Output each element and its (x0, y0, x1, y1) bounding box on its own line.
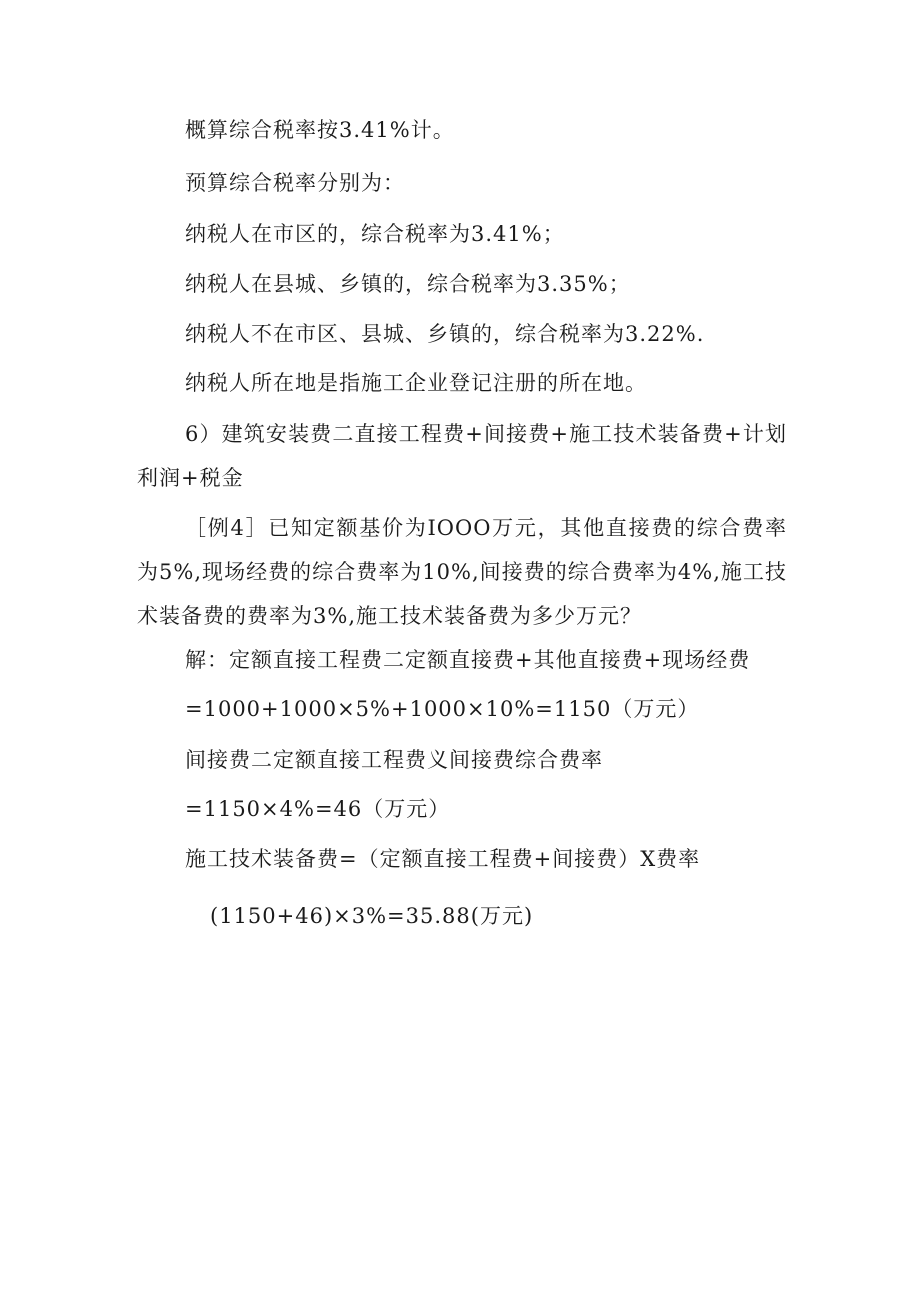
text-line: 纳税人在市区的，综合税率为3.41%； (185, 222, 565, 246)
text-line: 纳税人所在地是指施工企业登记注册的所在地。 (185, 371, 647, 395)
solution-line: (1150+46)×3%=35.88(万元) (210, 904, 534, 928)
solution-line: 施工技术装备费=（定额直接工程费+间接费）X费率 (185, 847, 701, 871)
solution-line: 解：定额直接工程费二定额直接费+其他直接费+现场经费 (185, 648, 751, 672)
text-line: 纳税人不在市区、县城、乡镇的，综合税率为3.22%. (185, 322, 705, 346)
text-line: 预算综合税率分别为： (185, 171, 405, 195)
solution-line: =1000+1000×5%+1000×10%=1150（万元） (185, 697, 700, 721)
text-line: 纳税人在县城、乡镇的，综合税率为3.35%； (185, 272, 631, 296)
example-paragraph: ［例4］已知定额基价为IOOO万元，其他直接费的综合费率为5%,现场经费的综合费率为10%,间接费的综合费率为4%,施工技术装备费的费率为3%,施工技术装备费为多少万元？ (137, 516, 787, 628)
solution-line: 间接费二定额直接工程费义间接费综合费率 (185, 748, 603, 772)
text-line: 概算综合税率按3.41%计。 (185, 118, 455, 142)
solution-line: =1150×4%=46（万元） (185, 797, 451, 821)
formula-paragraph: 6）建筑安装费二直接工程费+间接费+施工技术装备费+计划利润+税金 (137, 422, 787, 490)
